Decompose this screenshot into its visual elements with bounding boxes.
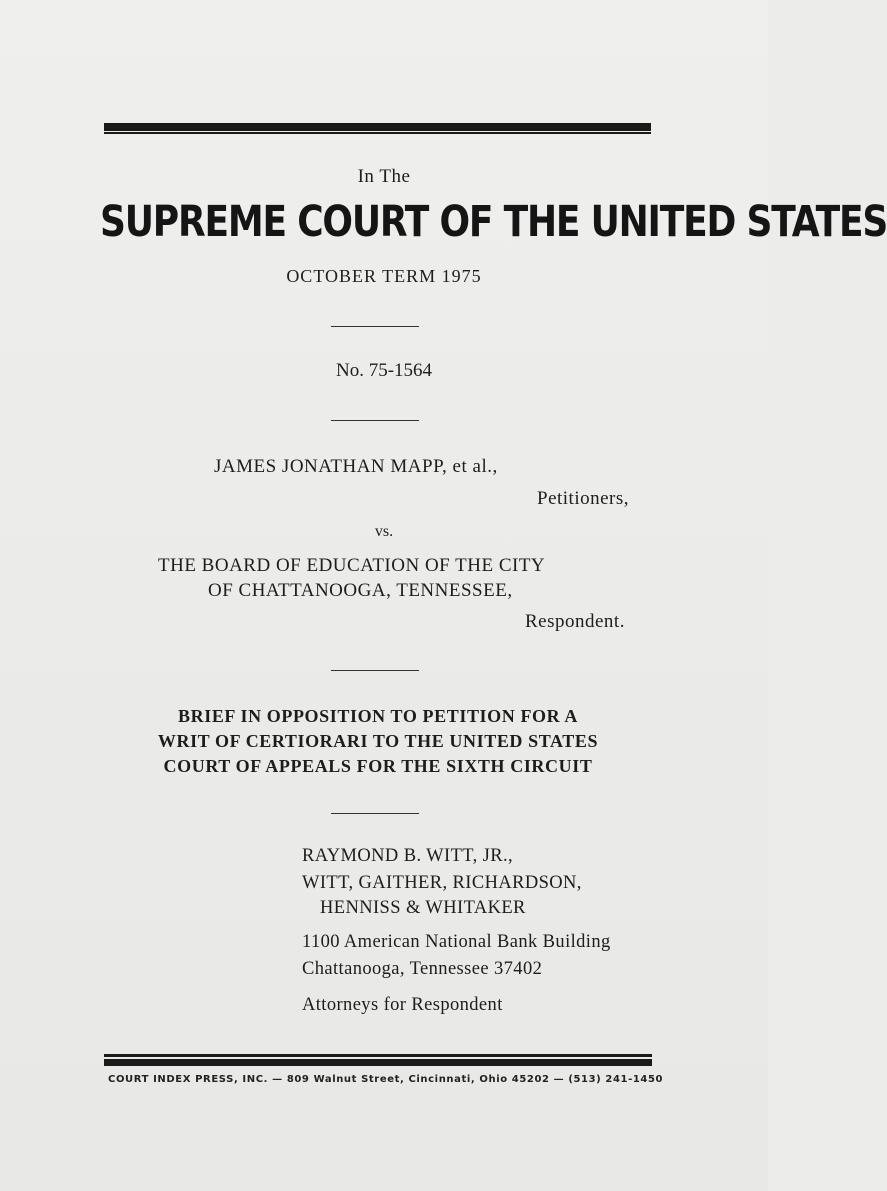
court-name: SUPREME COURT OF THE UNITED STATES [100, 198, 887, 247]
respondent-name-line1: THE BOARD OF EDUCATION OF THE CITY [158, 555, 546, 576]
separator-dash [331, 326, 419, 327]
firm-name-line2: HENNISS & WHITAKER [320, 898, 526, 918]
brief-title-line1: BRIEF IN OPPOSITION TO PETITION FOR A [178, 706, 578, 726]
separator-dash [331, 813, 419, 814]
respondent-role: Respondent. [525, 611, 625, 632]
petitioner-role: Petitioners, [537, 488, 630, 509]
brief-title-line2: WRIT OF CERTIORARI TO THE UNITED STATES [157, 731, 599, 751]
separator-dash [331, 670, 419, 671]
address-line1: 1100 American National Bank Building [302, 932, 611, 952]
petitioner-name: JAMES JONATHAN MAPP, et al., [214, 456, 498, 477]
counsel-role: Attorneys for Respondent [302, 995, 503, 1015]
versus-label: vs. [374, 523, 394, 540]
counsel-name: RAYMOND B. WITT, JR., [302, 846, 514, 866]
case-number: No. 75-1564 [335, 360, 433, 381]
brief-title-line3: COURT OF APPEALS FOR THE SIXTH CIRCUIT [163, 756, 593, 776]
respondent-name-line2: OF CHATTANOOGA, TENNESSEE, [208, 580, 513, 601]
bottom-double-rule [104, 1054, 652, 1057]
address-line2: Chattanooga, Tennessee 37402 [302, 959, 543, 979]
top-double-rule [104, 123, 651, 131]
court-intro: In The [357, 166, 411, 187]
separator-dash [331, 420, 419, 421]
court-term: OCTOBER TERM 1975 [286, 266, 482, 286]
firm-name-line1: WITT, GAITHER, RICHARDSON, [302, 873, 582, 893]
printer-imprint: COURT INDEX PRESS, INC. — 809 Walnut Street, Cincinnati, Ohio 45202 — (513) 241-1450 [108, 1074, 664, 1085]
